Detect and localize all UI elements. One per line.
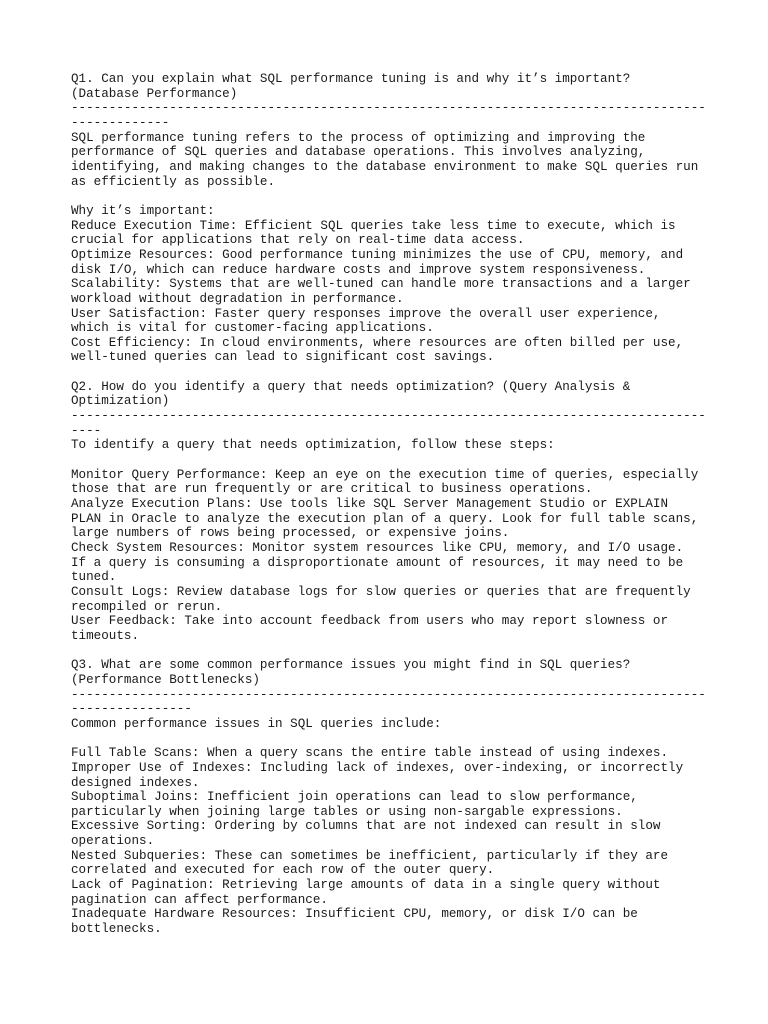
text-line: Reduce Execution Time: Efficient SQL queries take less time to execute, which is <box>71 218 676 233</box>
text-line: correlated and executed for each row of the outer query. <box>71 863 495 878</box>
text-line: disk I/O, which can reduce hardware costs and improve system responsiveness. <box>71 262 646 277</box>
text-line: which is vital for customer-facing applications. <box>71 321 434 336</box>
text-line: bottlenecks. <box>71 922 162 937</box>
divider-line: ------------------------------------------------------------------------------------ <box>71 687 706 702</box>
text-line <box>71 732 706 747</box>
text-line: Consult Logs: Review database logs for slow queries or queries that are frequently <box>71 584 691 599</box>
text-line: Nested Subqueries: These can sometimes be inefficient, particularly if they are <box>71 848 669 863</box>
text-line: Common performance issues in SQL queries include: <box>71 716 442 731</box>
text-line: Cost Efficiency: In cloud environments, where resources are often billed per use, <box>71 335 684 350</box>
text-line: Optimization) <box>71 394 170 409</box>
text-line: SQL performance tuning refers to the process of optimizing and improving the <box>71 130 646 145</box>
text-line: (Performance Bottlenecks) <box>71 672 260 687</box>
text-line: crucial for applications that rely on real-time data access. <box>71 233 525 248</box>
text-line: designed indexes. <box>71 775 200 790</box>
text-line: workload without degradation in performance. <box>71 291 404 306</box>
text-line: identifying, and making changes to the database environment to make SQL queries run <box>71 159 699 174</box>
text-line: Analyze Execution Plans: Use tools like SQL Server Management Studio or EXPLAIN <box>71 497 669 512</box>
text-line: User Feedback: Take into account feedback from users who may report slowness or <box>71 614 669 629</box>
text-line: as efficiently as possible. <box>71 174 276 189</box>
text-line: Scalability: Systems that are well-tuned can handle more transactions and a larger <box>71 277 691 292</box>
text-line: To identify a query that needs optimization, follow these steps: <box>71 438 555 453</box>
document-body <box>71 72 706 937</box>
text-line: large numbers of rows being processed, or expensive joins. <box>71 526 510 541</box>
text-line: Check System Resources: Monitor system resources like CPU, memory, and I/O usage. <box>71 541 684 555</box>
text-line: timeouts. <box>71 628 140 643</box>
text-line: Monitor Query Performance: Keep an eye on the execution time of queries, especially <box>71 467 699 482</box>
text-line: those that are run frequently or are critical to business operations. <box>71 482 593 497</box>
text-line: recompiled or rerun. <box>71 599 223 614</box>
text-line: particularly when joining large tables or using non-sargable expressions. <box>71 804 623 819</box>
text-line: Why it’s important: <box>71 203 215 218</box>
text-line <box>71 189 706 204</box>
text-line: Suboptimal Joins: Inefficient join operations can lead to slow performance, <box>71 790 638 805</box>
text-line: User Satisfaction: Faster query responses improve the overall user experience, <box>71 306 661 321</box>
question-heading: Q1. Can you explain what SQL performance tuning is and why it’s important? <box>71 72 631 86</box>
text-line: Improper Use of Indexes: Including lack of indexes, over-indexing, or incorrectly <box>71 760 684 775</box>
text-line: Full Table Scans: When a query scans the entire table instead of using indexes. <box>71 746 669 761</box>
text-line: Lack of Pagination: Retrieving large amounts of data in a single query without <box>71 878 661 893</box>
text-line <box>71 365 706 380</box>
divider-line: ------------------------------------------------------------------------------------ <box>71 409 706 424</box>
question-heading: Q2. How do you identify a query that needs optimization? (Query Analysis & <box>71 379 631 394</box>
text-line: performance of SQL queries and database operations. This involves analyzing, <box>71 145 646 160</box>
question-heading: Q3. What are some common performance issues you might find in SQL queries? <box>71 658 631 673</box>
text-line: PLAN in Oracle to analyze the execution plan of a query. Look for full table scans, <box>71 511 699 526</box>
text-line: (Database Performance) <box>71 86 238 101</box>
text-line: operations. <box>71 834 155 849</box>
text-line <box>71 644 706 659</box>
text-line: Excessive Sorting: Ordering by columns that are not indexed can result in slow <box>71 819 661 834</box>
divider-line: ---------------- <box>71 702 192 717</box>
divider-line: ------------- <box>71 115 170 130</box>
text-line: Inadequate Hardware Resources: Insufficient CPU, memory, or disk I/O can be <box>71 907 638 922</box>
text-line <box>71 453 706 468</box>
text-line: If a query is consuming a disproportionate amount of resources, it may need to be <box>71 555 684 570</box>
divider-line: ------------------------------------------------------------------------------------ <box>71 101 706 116</box>
divider-line: ---- <box>71 423 102 438</box>
text-line: Optimize Resources: Good performance tuning minimizes the use of CPU, memory, and <box>71 247 684 262</box>
text-line: pagination can affect performance. <box>71 892 328 907</box>
text-line: tuned. <box>71 570 117 585</box>
text-line: well-tuned queries can lead to significant cost savings. <box>71 350 495 365</box>
